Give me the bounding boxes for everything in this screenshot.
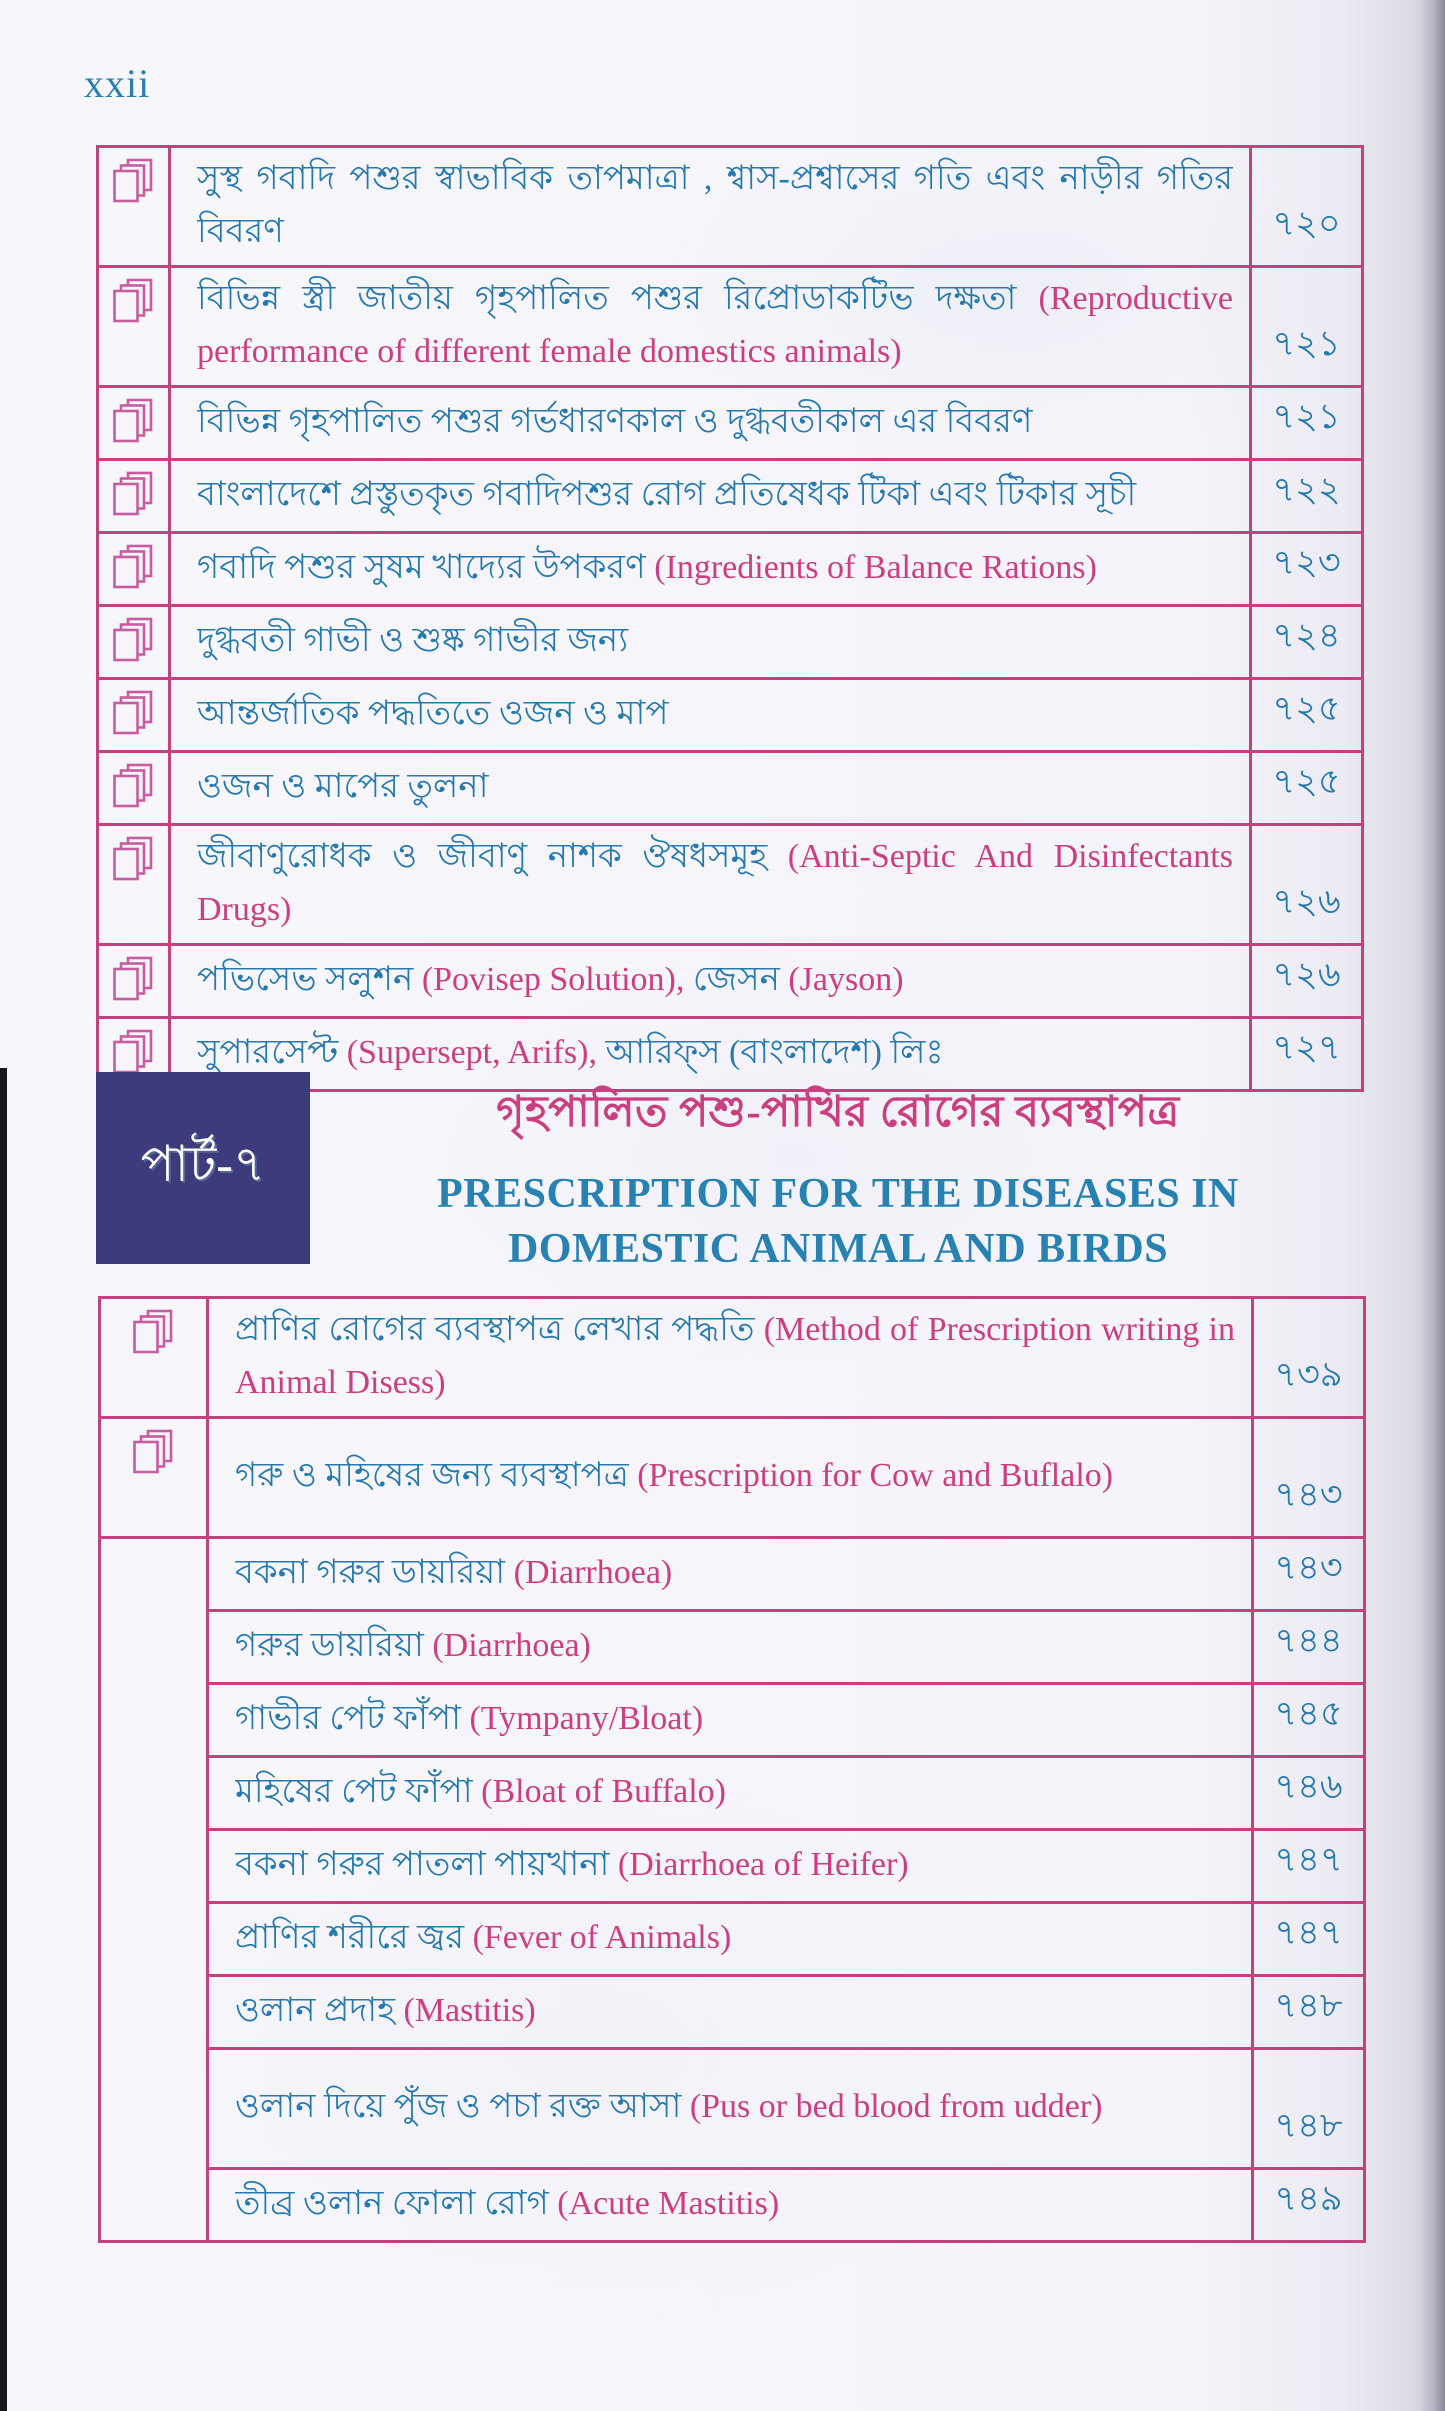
toc-row <box>98 267 1363 387</box>
stacked-pages-icon <box>111 955 157 1003</box>
toc-row <box>100 1298 1365 1418</box>
title-segment-bengali: আরিফ্‌স (বাংলাদেশ) লিঃ <box>605 1033 944 1071</box>
toc-row <box>98 945 1363 1018</box>
part-title-english <box>310 1167 1366 1278</box>
part-box <box>96 1072 310 1264</box>
toc-entry-title-text <box>197 153 1233 258</box>
toc-entry-title <box>170 533 1251 606</box>
page-right-edge-shadow <box>1419 0 1445 2411</box>
title-segment-bengali: সুপারসেপ্ট <box>197 1033 347 1071</box>
row-marker-cell <box>98 147 170 267</box>
toc-row <box>98 606 1363 679</box>
toc-row <box>100 1418 1365 1538</box>
toc-entry-title <box>208 1903 1253 1976</box>
title-segment-english: (Jayson) <box>788 960 904 998</box>
toc-entry-title-text <box>197 954 1233 1007</box>
toc-entry-title <box>170 752 1251 825</box>
title-segment-english: (Prescription for Cow and Buflalo) <box>637 1457 1114 1495</box>
title-segment-bengali: জেসন <box>692 960 789 998</box>
stacked-pages-icon <box>111 157 157 205</box>
stacked-pages-icon <box>111 762 157 810</box>
row-marker-cell <box>100 1418 208 1538</box>
toc-entry-title-text <box>235 2081 1235 2134</box>
part-title-english-line1: PRESCRIPTION FOR THE DISEASES IN <box>437 1171 1239 1217</box>
toc-row <box>100 1903 1365 1976</box>
part-box-label: পার্ট-৭ <box>140 1135 266 1192</box>
toc-entry-title <box>170 945 1251 1018</box>
toc-entry-title <box>208 1538 1253 1611</box>
stacked-pages-icon <box>111 835 157 883</box>
title-segment-bengali: বিভিন্ন স্ত্রী জাতীয় গৃহপালিত পশুর রিপ্রোডাকটিভ দক্ষতা <box>197 279 1039 317</box>
toc-page-number: ৭২০ <box>1251 147 1363 267</box>
title-segment-english: (Diarrhoea) <box>432 1626 591 1664</box>
toc-row <box>98 387 1363 460</box>
toc-page-number: ৭৪৮ <box>1253 1976 1365 2049</box>
stacked-pages-icon <box>131 1308 177 1356</box>
row-marker-cell <box>98 387 170 460</box>
part-titles <box>310 1072 1366 1273</box>
toc-entry-title-text <box>197 688 1233 741</box>
title-segment-bengali: গরুর ডায়রিয়া <box>235 1626 433 1664</box>
stacked-pages-icon <box>111 397 157 445</box>
toc-entry-title <box>170 387 1251 460</box>
title-segment-bengali: তীব্র ওলান ফোলা রোগ <box>235 2184 558 2222</box>
toc-entry-title <box>170 679 1251 752</box>
toc-entry-title-text <box>235 1450 1235 1503</box>
toc-page-number: ৭৪৪ <box>1253 1611 1365 1684</box>
row-marker-cell <box>98 606 170 679</box>
title-segment-bengali: পভিসেভ সলুশন <box>197 960 422 998</box>
toc-entry-title <box>170 825 1251 945</box>
toc-entry-title-text <box>235 1693 1235 1746</box>
title-segment-english: (Diarrhoea of Heifer) <box>617 1845 909 1883</box>
toc-page-number: ৭৪৭ <box>1253 1903 1365 1976</box>
title-segment-english: (Fever of Animals) <box>472 1918 732 1956</box>
title-segment-bengali: গরু ও মহিষের জন্য ব্যবস্থাপত্র <box>235 1457 638 1495</box>
toc-page-number: ৭২১ <box>1251 267 1363 387</box>
title-segment-english: (Diarrhoea) <box>513 1553 673 1591</box>
row-marker-cell <box>98 945 170 1018</box>
toc-entry-title <box>208 1611 1253 1684</box>
title-segment-bengali: বিভিন্ন গৃহপালিত পশুর গর্ভধারণকাল ও দুগ্ধবতীকাল এর বিবরণ <box>197 402 1033 440</box>
toc-entry-title-text <box>235 1547 1235 1600</box>
row-marker-cell <box>100 1298 208 1418</box>
toc-row <box>100 1684 1365 1757</box>
toc-page-number: ৭২৭ <box>1251 1018 1363 1091</box>
toc-entry-title <box>208 1830 1253 1903</box>
stacked-pages-icon <box>111 616 157 664</box>
toc-entry-title <box>170 460 1251 533</box>
toc-row <box>98 752 1363 825</box>
toc-entry-title <box>208 1684 1253 1757</box>
toc-row <box>98 460 1363 533</box>
toc-table-1 <box>96 145 1364 1092</box>
toc-row <box>98 147 1363 267</box>
stacked-pages-icon <box>131 1428 177 1476</box>
toc-row <box>100 1611 1365 1684</box>
title-segment-bengali: বাংলাদেশে প্রস্তুতকৃত গবাদিপশুর রোগ প্রতিষেধক টিকা এবং টিকার সূচী <box>197 475 1137 513</box>
toc-page-number: ৭২৩ <box>1251 533 1363 606</box>
toc-entry-title-text <box>235 1304 1235 1409</box>
toc-page-number: ৭২২ <box>1251 460 1363 533</box>
title-segment-bengali: আন্তর্জাতিক পদ্ধতিতে ওজন ও মাপ <box>197 694 669 732</box>
row-marker-cell <box>98 460 170 533</box>
toc-entry-title <box>208 1298 1253 1418</box>
toc-page-number: ৭৩৯ <box>1253 1298 1365 1418</box>
title-segment-english: (Reproductive performance of different female domestics animals) <box>197 279 1233 370</box>
row-marker-cell <box>98 267 170 387</box>
title-segment-english: (Povisep Solution), <box>421 960 693 998</box>
title-segment-bengali: প্রাণির রোগের ব্যবস্থাপত্র লেখার পদ্ধতি <box>235 1310 764 1348</box>
toc-page-number: ৭২৪ <box>1251 606 1363 679</box>
title-segment-bengali: জীবাণুরোধক ও জীবাণু নাশক ঔষধসমূহ <box>197 837 788 875</box>
toc-row <box>98 679 1363 752</box>
title-segment-bengali: ওলান দিয়ে পুঁজ ও পচা রক্ত আসা <box>235 2088 690 2126</box>
toc-entry-title-text <box>235 2178 1235 2231</box>
part-header <box>96 1072 1366 1273</box>
toc-entry-title <box>208 1757 1253 1830</box>
toc-row <box>100 1538 1365 1611</box>
title-segment-english: (Pus or bed blood from udder) <box>689 2088 1103 2126</box>
toc-page-number: ৭৪৫ <box>1253 1684 1365 1757</box>
toc-table-2 <box>98 1296 1366 2243</box>
title-segment-english: (Acute Mastitis) <box>557 2184 780 2222</box>
toc-page-number: ৭২৬ <box>1251 825 1363 945</box>
toc-entry-title-text <box>235 1912 1235 1965</box>
toc-row <box>100 1830 1365 1903</box>
toc-page-number: ৭২৫ <box>1251 752 1363 825</box>
title-segment-english: (Supersept, Arifs), <box>346 1033 606 1071</box>
toc-entry-title-text <box>235 1620 1235 1673</box>
title-segment-bengali: মহিষের পেট ফাঁপা <box>235 1772 482 1810</box>
toc-row <box>100 2169 1365 2242</box>
title-segment-english: (Tympany/Bloat) <box>469 1699 704 1737</box>
page-folio: xxii <box>84 61 151 106</box>
row-marker-cell <box>98 825 170 945</box>
toc-entry-title <box>208 1976 1253 2049</box>
title-segment-english: (Bloat of Buffalo) <box>481 1772 726 1810</box>
toc-page-number: ৭৪৬ <box>1253 1757 1365 1830</box>
row-marker-cell <box>98 679 170 752</box>
stacked-pages-icon <box>111 1028 157 1076</box>
toc-entry-title-text <box>235 1985 1235 2038</box>
toc-row <box>100 1757 1365 1830</box>
toc-entry-title <box>170 147 1251 267</box>
stacked-pages-icon <box>111 277 157 325</box>
toc-page-number: ৭২৫ <box>1251 679 1363 752</box>
toc-page-number: ৭৪৩ <box>1253 1418 1365 1538</box>
toc-entry-title-text <box>197 273 1233 378</box>
toc-page-number: ৭৪৭ <box>1253 1830 1365 1903</box>
row-marker-cell <box>98 752 170 825</box>
toc-entry-title-text <box>197 396 1233 449</box>
title-segment-english: (Anti-Septic And Disinfectants Drugs) <box>197 837 1233 928</box>
toc-table-1-body <box>98 147 1363 1091</box>
title-segment-bengali: গবাদি পশুর সুষম খাদ্যের উপকরণ <box>197 548 655 586</box>
toc-table-2-body <box>100 1298 1365 2242</box>
toc-entry-title-text <box>197 469 1233 522</box>
toc-row <box>98 825 1363 945</box>
title-segment-english: (Method of Prescription writing in Animal Disess) <box>235 1310 1235 1401</box>
toc-page-number: ৭২১ <box>1251 387 1363 460</box>
toc-row <box>98 533 1363 606</box>
part-title-english-line2: DOMESTIC ANIMAL AND BIRDS <box>507 1226 1169 1273</box>
row-marker-cell-empty <box>100 1538 208 2242</box>
title-segment-bengali: বকনা গরুর পাতলা পায়খানা <box>235 1845 618 1883</box>
toc-page-number: ৭২৬ <box>1251 945 1363 1018</box>
row-marker-cell <box>98 533 170 606</box>
toc-entry-title-text <box>197 542 1233 595</box>
title-segment-bengali: বকনা গরুর ডায়রিয়া <box>235 1553 514 1591</box>
toc-entry-title <box>208 2049 1253 2169</box>
title-segment-bengali: দুগ্ধবতী গাভী ও শুষ্ক গাভীর জন্য <box>197 621 629 659</box>
stacked-pages-icon <box>111 543 157 591</box>
part-title-bengali: গৃহপালিত পশু-পাখির রোগের ব্যবস্থাপত্র <box>496 1089 1180 1136</box>
stacked-pages-icon <box>111 689 157 737</box>
toc-page-number: ৭৪৩ <box>1253 1538 1365 1611</box>
title-segment-english: (Mastitis) <box>403 1991 536 2029</box>
toc-row <box>100 2049 1365 2169</box>
toc-entry-title <box>208 2169 1253 2242</box>
title-segment-bengali: ওলান প্রদাহ <box>235 1991 404 2029</box>
title-segment-english: (Ingredients of Balance Rations) <box>654 548 1097 586</box>
toc-entry-title-text <box>235 1839 1235 1892</box>
toc-entry-title-text <box>197 761 1233 814</box>
title-segment-bengali: সুস্থ গবাদি পশুর স্বাভাবিক তাপমাত্রা , শ্বাস-প্রশ্বাসের গতি এবং নাড়ীর গতির বিবরণ <box>197 159 1233 250</box>
toc-page-number: ৭৪৯ <box>1253 2169 1365 2242</box>
toc-entry-title <box>170 267 1251 387</box>
toc-entry-title-text <box>235 1766 1235 1819</box>
toc-page-number: ৭৪৮ <box>1253 2049 1365 2169</box>
toc-entry-title <box>170 606 1251 679</box>
stacked-pages-icon <box>111 470 157 518</box>
toc-entry-title <box>208 1418 1253 1538</box>
title-segment-bengali: গাভীর পেট ফাঁপা <box>235 1699 470 1737</box>
title-segment-bengali: ওজন ও মাপের তুলনা <box>197 767 489 805</box>
page-left-edge <box>0 1068 7 2411</box>
toc-row <box>100 1976 1365 2049</box>
title-segment-bengali: প্রাণির শরীরে জ্বর <box>235 1918 473 1956</box>
toc-entry-title-text <box>197 831 1233 936</box>
toc-entry-title-text <box>197 615 1233 668</box>
